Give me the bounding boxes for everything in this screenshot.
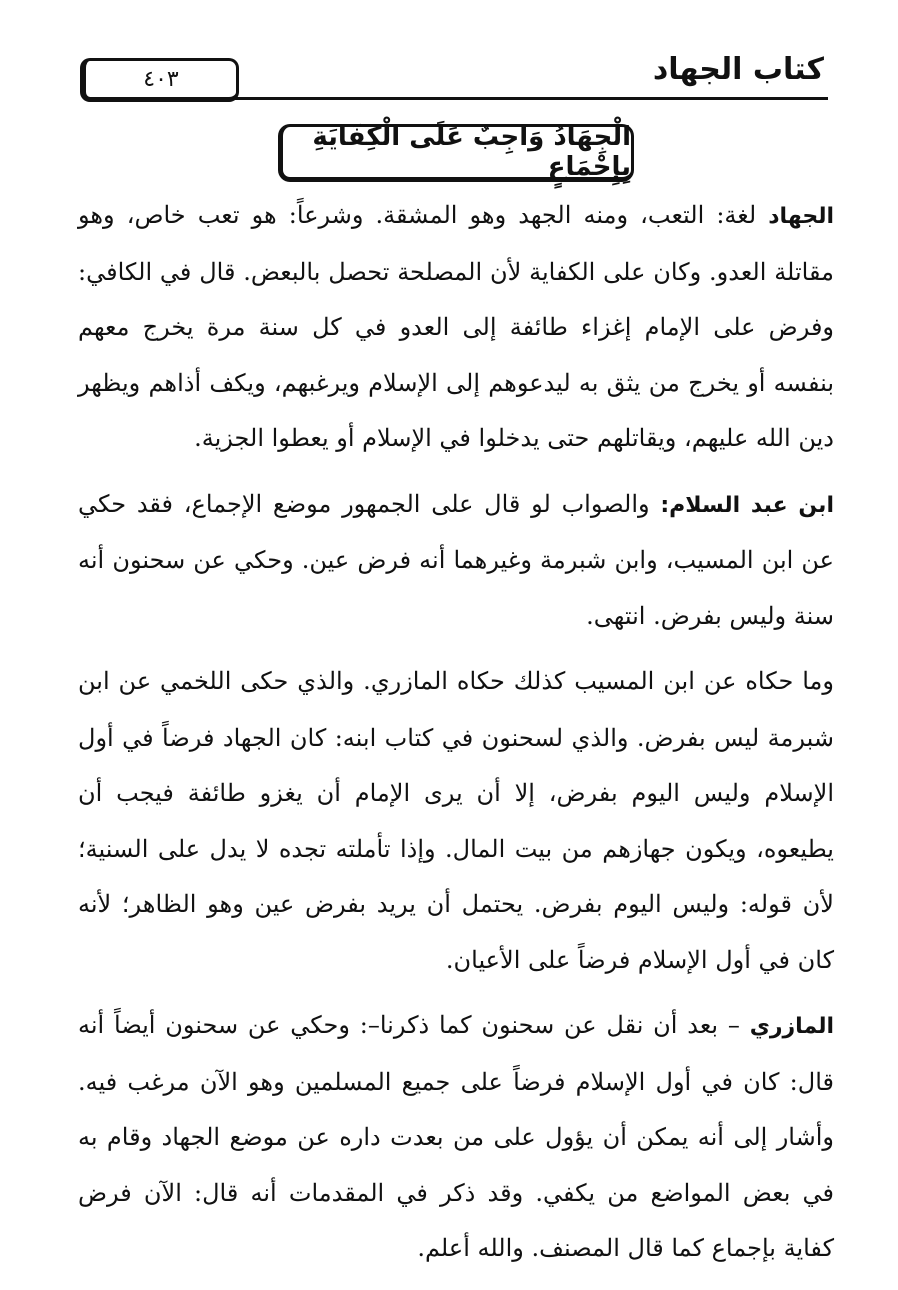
paragraph-4 [78, 998, 834, 1277]
header-rule [152, 97, 828, 100]
page-number: ٤٠٣ [80, 58, 239, 102]
paragraph-lead: المازري [749, 1014, 834, 1039]
paragraph-text: وما حكاه عن ابن المسيب كذلك حكاه المازري. والذي حكى اللخمي عن ابن شبرمة ليس بفرض. والذي لسحنون في كتاب ابنه: كان الجهاد فرضاً في أول الإسلام وليس اليوم بفرض، إلا أن يرى الإمام أن يغزو طائفة فيجب أن يطيعوه، ويكون جهازهم من بيت المال. وإذا تأملته تجده لا يدل على السنية؛ لأن قوله: وليس اليوم بفرض. يحتمل أن يريد بفرض عين وهو الظاهر؛ لأنه كان في أول الإسلام فرضاً على الأعيان. [78, 667, 834, 974]
book-title: كتاب الجهاد [652, 52, 824, 87]
paragraph-lead: الجهاد [768, 204, 834, 229]
paragraph-lead: ابن عبد السلام: [660, 492, 834, 518]
paragraph-2 [78, 477, 834, 645]
paragraph-1 [78, 188, 834, 467]
body-text [78, 188, 834, 1287]
paragraph-text: لغة: التعب، ومنه الجهد وهو المشقة. وشرعاً: هو تعب خاص، وهو مقاتلة العدو. وكان على الكفاية لأن المصلحة تحصل بالبعض. قال في الكافي: وفرض على الإمام إغزاء طائفة إلى العدو في كل سنة مرة يخرج معهم بنفسه أو يخرج من يثق به ليدعوهم إلى الإسلام ويرغبهم، ويكف أذاهم ويظهر دين الله عليهم، ويقاتلهم حتى يدخلوا في الإسلام أو يعطوا الجزية. [78, 201, 834, 452]
paragraph-text: – بعد أن نقل عن سحنون كما ذكرنا–: وحكي عن سحنون أيضاً أنه قال: كان في أول الإسلام فرضاً على جميع المسلمين وهو الآن مرغب فيه. وأشار إلى أنه يمكن أن يؤول على من بعدت داره عن موضع الجهاد وقام به في بعض المواضع من يكفي. وقد ذكر في المقدمات أنه قال: الآن فرض كفاية بإجماع كما قال المصنف. والله أعلم. [78, 1011, 834, 1262]
paragraph-3 [78, 654, 834, 988]
section-title: الْجِهَادُ وَاجِبٌ عَلَى الْكِفَايَةِ بِإِجْمَاعٍ [278, 124, 634, 182]
page-header [72, 52, 828, 104]
paragraph-text: والصواب لو قال على الجمهور موضع الإجماع، فقد حكي عن ابن المسيب، وابن شبرمة وغيرهما أنه فرض عين. وحكي عن سحنون أنه سنة وليس بفرض. انتهى. [78, 489, 834, 630]
